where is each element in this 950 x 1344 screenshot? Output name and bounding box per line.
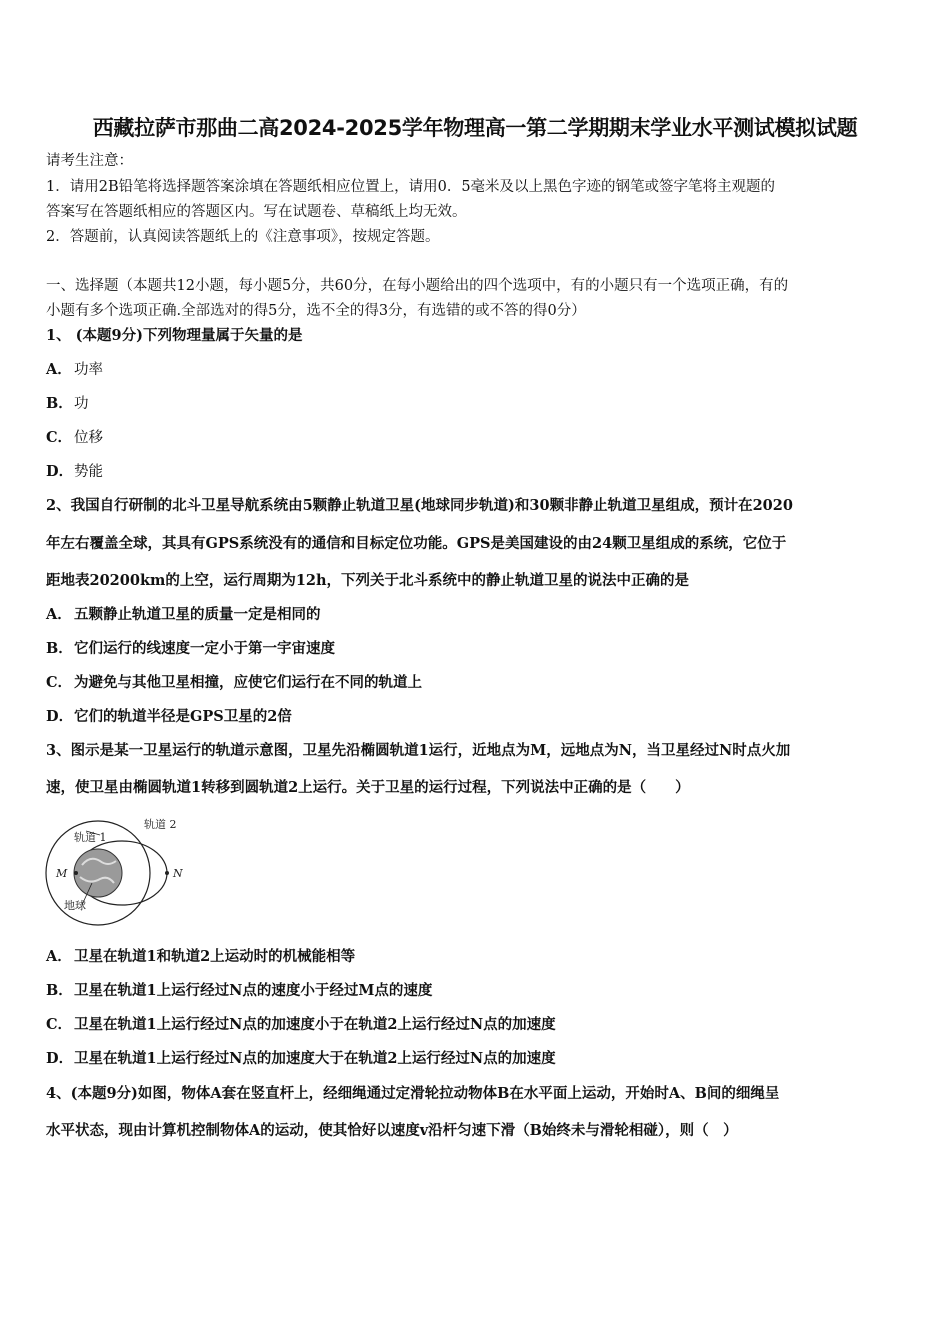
q2-option-d bbox=[46, 707, 292, 727]
option-letter: D． bbox=[46, 708, 74, 725]
option-letter: A． bbox=[46, 361, 72, 378]
notice-item-2: 2．答题前，认真阅读答题纸上的《注意事项》，按规定答题。 bbox=[46, 229, 440, 245]
option-text: 卫星在轨道1上运行经过N点的速度小于经过M点的速度 bbox=[74, 982, 433, 999]
q3-option-b bbox=[46, 981, 432, 1001]
option-letter: B． bbox=[46, 640, 73, 657]
orbit-diagram bbox=[40, 813, 200, 931]
notice-heading: 请考生注意： bbox=[46, 153, 133, 169]
option-letter: C． bbox=[46, 1016, 73, 1033]
q2-stem-line-1: 2、我国自行研制的北斗卫星导航系统由5颗静止轨道卫星(地球同步轨道)和30颗非静止轨道卫星组成，预计在2020 bbox=[46, 497, 793, 514]
point-n bbox=[165, 871, 169, 875]
option-letter: C． bbox=[46, 429, 73, 446]
option-text: 它们运行的线速度一定小于第一宇宙速度 bbox=[74, 640, 335, 657]
q2-stem-line-3: 距地表20200km的上空，运行周期为12h，下列关于北斗系统中的静止轨道卫星的说法中正确的是 bbox=[46, 572, 690, 589]
notice-item-1-line-1: 1．请用2B铅笔将选择题答案涂填在答题纸相应位置上，请用0．5毫米及以上黑色字迹的钢笔或签字笔将主观题的 bbox=[46, 179, 776, 195]
notice-item-1-line-2: 答案写在答题纸相应的答题区内。写在试题卷、草稿纸上均无效。 bbox=[46, 204, 467, 220]
m-label: M bbox=[56, 867, 68, 880]
option-text: 卫星在轨道1上运行经过N点的加速度小于在轨道2上运行经过N点的加速度 bbox=[74, 1016, 556, 1033]
q3-option-c bbox=[46, 1015, 556, 1035]
option-letter: A． bbox=[46, 606, 72, 623]
q2-option-c bbox=[46, 673, 422, 693]
point-m bbox=[74, 871, 78, 875]
page-title: 西藏拉萨市那曲二高2024-2025学年物理高一第二学期期末学业水平测试模拟试题 bbox=[92, 116, 858, 140]
option-letter: C． bbox=[46, 674, 73, 691]
section-heading-line-2: 小题有多个选项正确.全部选对的得5分，选不全的得3分，有选错的或不答的得0分） bbox=[46, 303, 586, 319]
orbit-1-label: 轨道 1 bbox=[74, 831, 107, 844]
q2-option-a bbox=[46, 605, 321, 625]
q3-option-a bbox=[46, 947, 355, 967]
option-text: 功 bbox=[74, 396, 89, 412]
q2-stem-line-2: 年左右覆盖全球，其具有GPS系统没有的通信和目标定位功能。GPS是美国建设的由24颗卫星组成的系统，它位于 bbox=[46, 535, 787, 552]
q2-option-b bbox=[46, 639, 335, 659]
n-label: N bbox=[173, 867, 183, 880]
option-letter: D． bbox=[46, 1050, 74, 1067]
orbit-2-label: 轨道 2 bbox=[144, 818, 177, 831]
option-text: 卫星在轨道1上运行经过N点的加速度大于在轨道2上运行经过N点的加速度 bbox=[74, 1050, 556, 1067]
q1-stem: 1、 (本题9分)下列物理量属于矢量的是 bbox=[46, 327, 303, 344]
option-letter: B． bbox=[46, 982, 73, 999]
option-text: 为避免与其他卫星相撞，应使它们运行在不同的轨道上 bbox=[74, 674, 422, 691]
q3-stem-line-1: 3、图示是某一卫星运行的轨道示意图，卫星先沿椭圆轨道1运行，近地点为M，远地点为N，当卫星经过N时点火加 bbox=[46, 742, 791, 759]
q1-option-b bbox=[46, 394, 89, 414]
q4-stem-line-2: 水平状态，现由计算机控制物体A的运动，使其恰好以速度v沿杆匀速下滑（B始终未与滑轮相碰），则（ ） bbox=[46, 1122, 738, 1139]
q3-stem-line-2: 速，使卫星由椭圆轨道1转移到圆轨道2上运行。关于卫星的运行过程，下列说法中正确的是（ ） bbox=[46, 779, 690, 796]
q3-option-d bbox=[46, 1049, 556, 1069]
option-text: 卫星在轨道1和轨道2上运动时的机械能相等 bbox=[74, 948, 356, 965]
q1-option-c bbox=[46, 428, 103, 448]
q4-stem-line-1: 4、(本题9分)如图，物体A套在竖直杆上，经细绳通过定滑轮拉动物体B在水平面上运动，开始时A、B间的细绳呈 bbox=[46, 1085, 780, 1102]
option-text: 势能 bbox=[74, 464, 103, 480]
option-text: 位移 bbox=[74, 430, 103, 446]
earth-icon bbox=[74, 849, 122, 897]
option-letter: B． bbox=[46, 395, 73, 412]
option-text: 功率 bbox=[74, 362, 103, 378]
q1-option-a bbox=[46, 360, 103, 380]
section-heading-line-1: 一、选择题（本题共12小题，每小题5分，共60分，在每小题给出的四个选项中，有的小题只有一个选项正确，有的 bbox=[46, 278, 789, 294]
option-text: 它们的轨道半径是GPS卫星的2倍 bbox=[74, 708, 292, 725]
earth-label: 地球 bbox=[64, 899, 86, 912]
option-letter: D． bbox=[46, 463, 74, 480]
option-text: 五颗静止轨道卫星的质量一定是相同的 bbox=[74, 606, 321, 623]
q1-option-d bbox=[46, 462, 103, 482]
option-letter: A． bbox=[46, 948, 72, 965]
